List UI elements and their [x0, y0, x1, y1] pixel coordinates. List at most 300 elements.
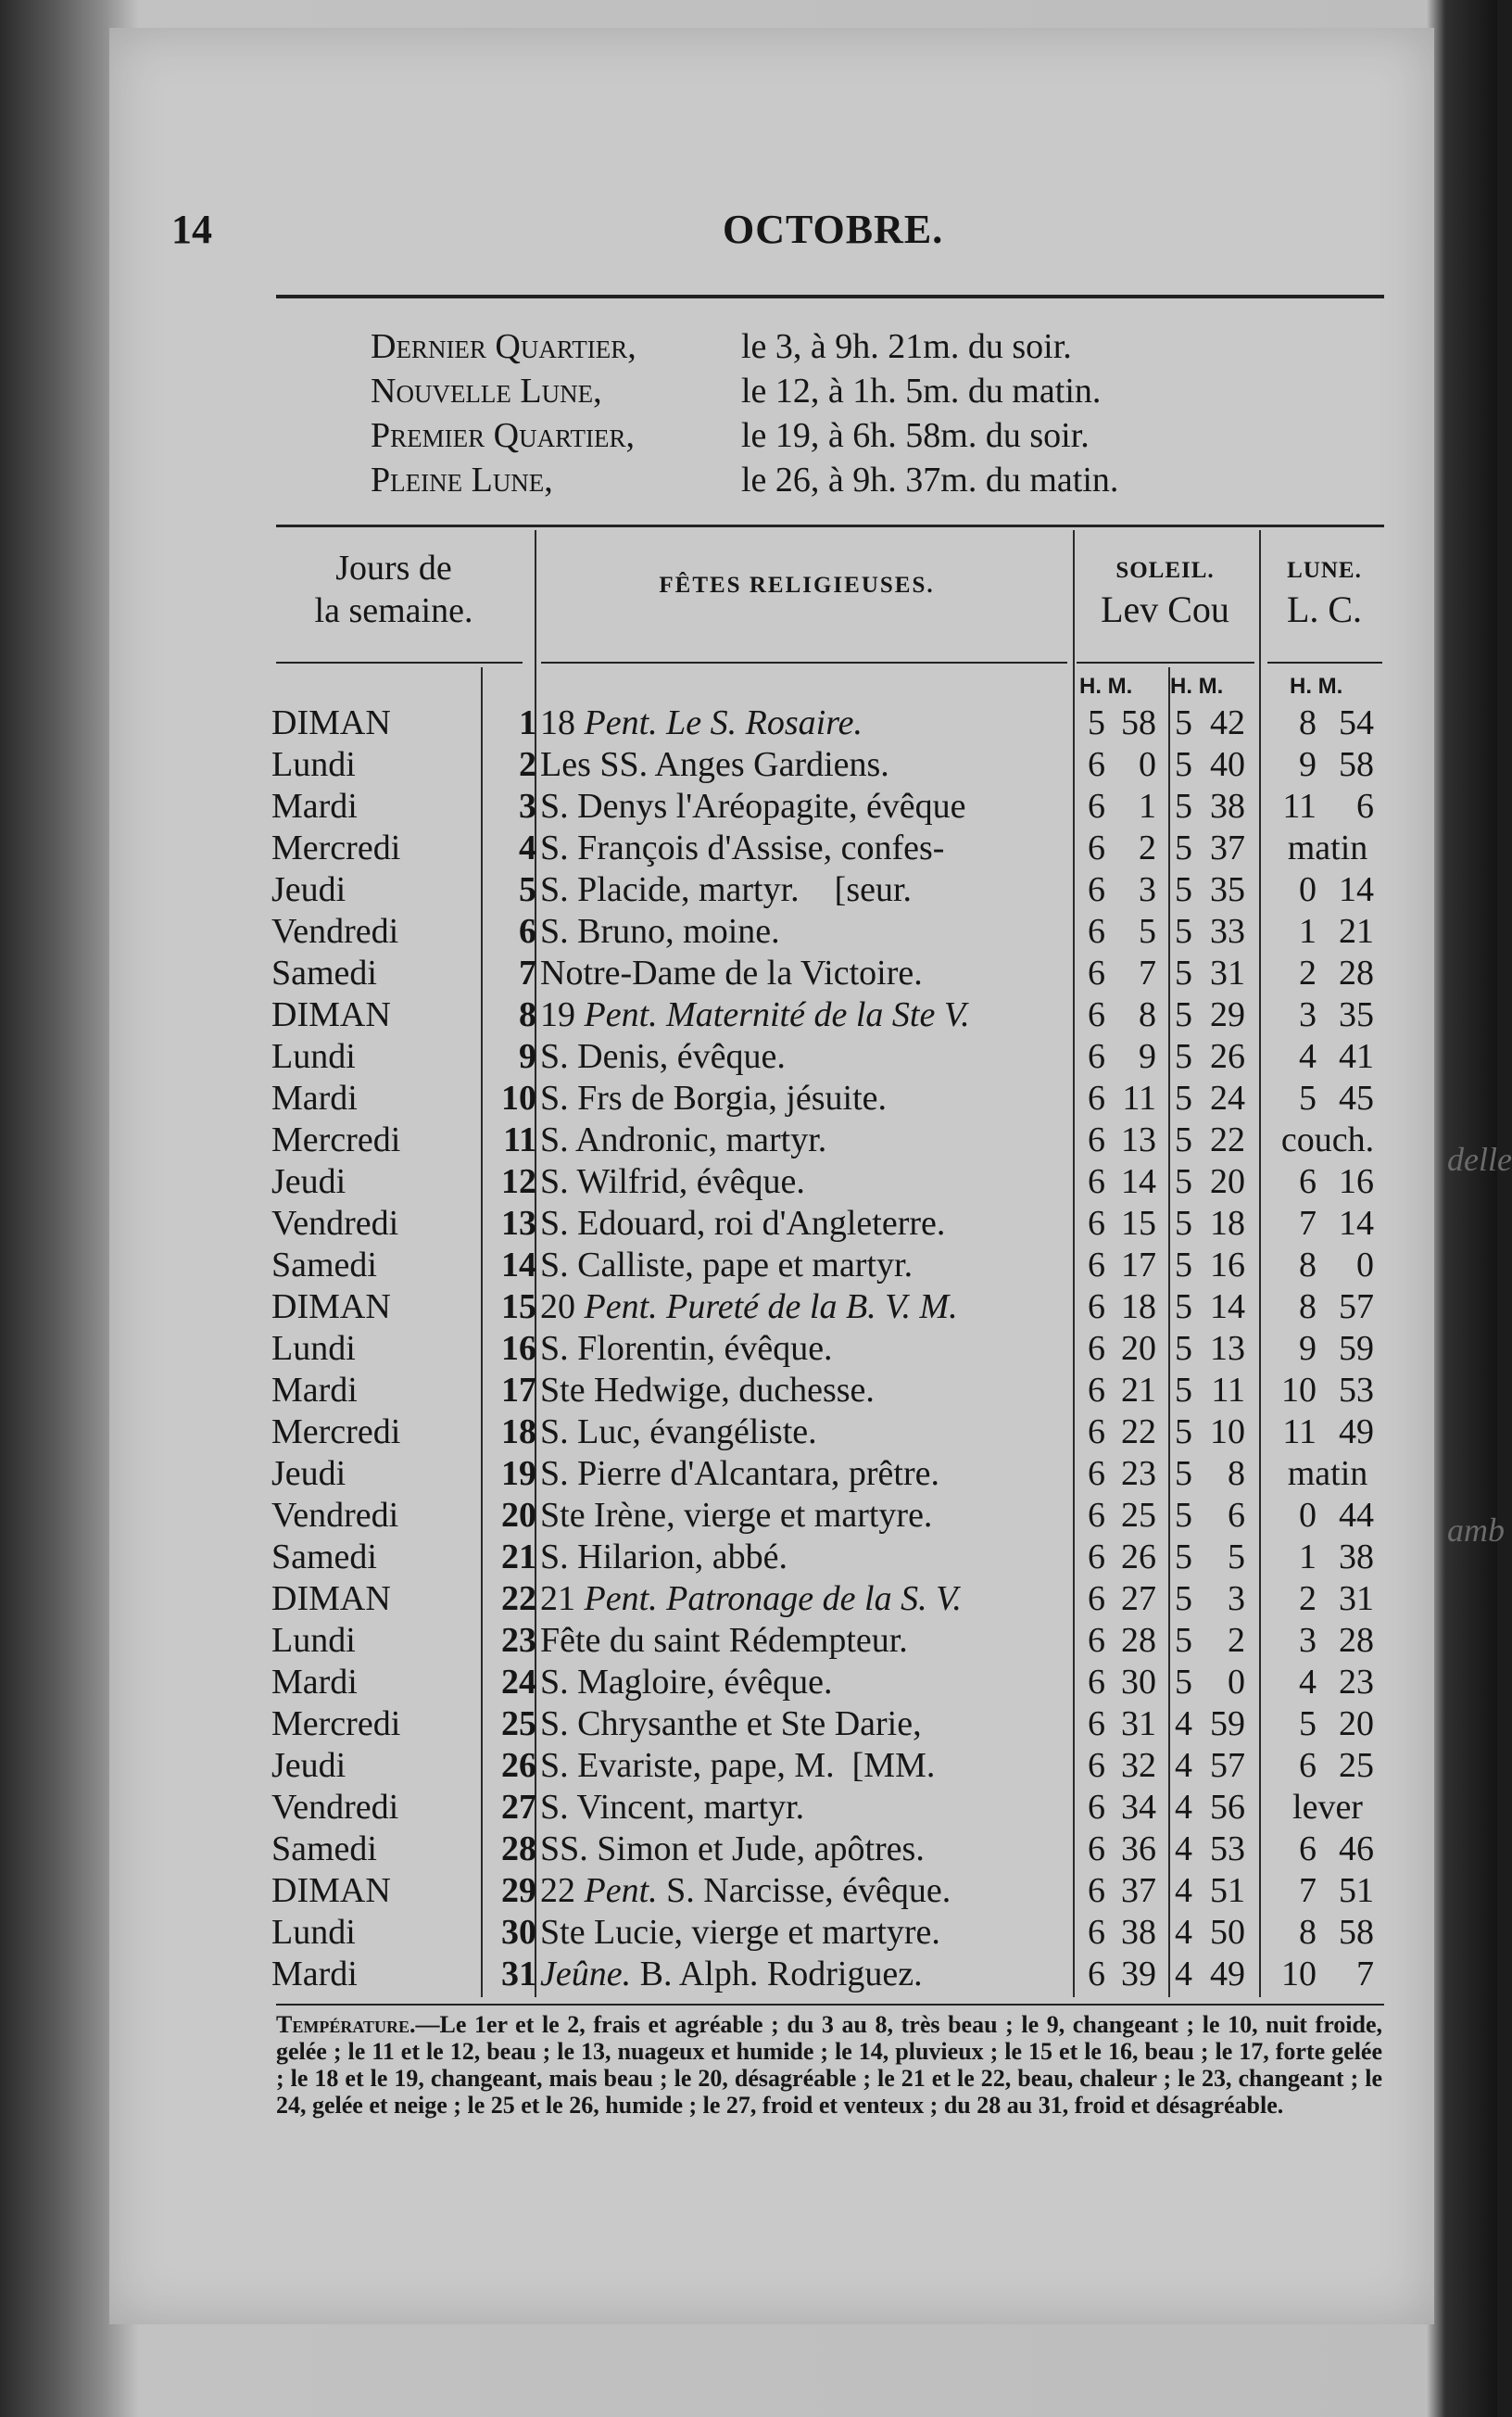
moon-phase-name: Nouvelle Lune, [371, 372, 602, 411]
sunset-minute-cell: 49 [1210, 1955, 1245, 1993]
calendar-row [271, 1370, 1402, 1411]
weekday-cell: Vendredi [271, 1496, 399, 1535]
weekday-cell: Lundi [271, 1037, 356, 1076]
calendar-row [271, 1453, 1402, 1495]
moon-phase-info: le 3, à 9h. 21m. du soir. [741, 327, 1072, 366]
header-underline-fetes [541, 662, 1067, 664]
sunset-hour-cell: 4 [1175, 1871, 1192, 1910]
calendar-row [271, 1161, 1402, 1203]
sunrise-hour-cell: 6 [1088, 1621, 1105, 1660]
weekday-cell: Jeudi [271, 870, 346, 909]
moon-minute-cell: 57 [1339, 1287, 1374, 1326]
sunrise-minute-cell: 3 [1139, 870, 1156, 909]
sunset-minute-cell: 11 [1211, 1371, 1245, 1410]
sunset-hour-cell: 5 [1175, 1204, 1192, 1243]
sunrise-hour-cell: 6 [1088, 1120, 1105, 1159]
sunset-minute-cell: 59 [1210, 1704, 1245, 1743]
moon-hour-cell: 5 [1299, 1704, 1317, 1743]
sunrise-hour-cell: 6 [1088, 1746, 1105, 1785]
calendar-row [271, 953, 1402, 994]
sunrise-hour-cell: 6 [1088, 829, 1105, 867]
sunset-hour-cell: 4 [1175, 1955, 1192, 1993]
sunset-minute-cell: 14 [1210, 1287, 1245, 1326]
sunrise-minute-cell: 27 [1121, 1579, 1156, 1618]
feast-cell: Ste Hedwige, duchesse. [540, 1371, 875, 1410]
date-cell: 15 [501, 1287, 536, 1326]
feast-cell: S. Denis, évêque. [540, 1037, 786, 1076]
days-column-header [273, 547, 514, 632]
calendar-row [271, 1620, 1402, 1662]
calendar-row [271, 1537, 1402, 1578]
sunrise-minute-cell: 23 [1121, 1454, 1156, 1493]
feast-cell: S. Denys l'Aréopagite, évêque [540, 787, 966, 826]
feast-cell: S. Placide, martyr. [seur. [540, 870, 913, 909]
page-number: 14 [171, 207, 212, 252]
calendar-row [271, 911, 1402, 953]
moon-minute-cell: 59 [1339, 1329, 1374, 1368]
sunrise-minute-cell: 37 [1121, 1871, 1156, 1910]
temperature-note [276, 2011, 1382, 2119]
date-cell: 27 [501, 1788, 536, 1827]
moon-hour-cell: 5 [1299, 1079, 1317, 1118]
moon-event-cell: matin [1287, 1454, 1368, 1493]
feast-cell: SS. Simon et Jude, apôtres. [540, 1829, 925, 1868]
sunrise-hour-cell: 6 [1088, 1663, 1105, 1702]
sunset-minute-cell: 26 [1210, 1037, 1245, 1076]
feast-cell: S. François d'Assise, confes- [540, 829, 945, 867]
moon-phase-row [371, 324, 1297, 369]
moon-minute-cell: 25 [1339, 1746, 1374, 1785]
sunrise-minute-cell: 0 [1139, 745, 1156, 784]
sunset-hour-cell: 4 [1175, 1788, 1192, 1827]
sunset-hour-cell: 5 [1175, 1496, 1192, 1535]
feast-cell: S. Calliste, pape et martyr. [540, 1246, 914, 1284]
moon-hour-cell: 2 [1299, 1579, 1317, 1618]
moon-hour-cell: 4 [1299, 1663, 1317, 1702]
sunrise-hour-cell: 6 [1088, 1496, 1105, 1535]
sunset-hour-cell: 4 [1175, 1746, 1192, 1785]
sunset-minute-cell: 6 [1228, 1496, 1245, 1535]
weekday-cell: Mardi [271, 1955, 358, 1993]
fetes-column-header: FÊTES RELIGIEUSES. [659, 573, 935, 598]
sunset-hour-cell: 5 [1175, 1371, 1192, 1410]
moon-minute-cell: 14 [1339, 870, 1374, 909]
sunrise-hour-cell: 6 [1088, 1371, 1105, 1410]
sunset-minute-cell: 22 [1210, 1120, 1245, 1159]
moon-phase-row [371, 458, 1297, 502]
moon-event-cell: lever [1292, 1788, 1363, 1827]
sunrise-hour-cell: 6 [1088, 1037, 1105, 1076]
moon-hour-cell: 8 [1299, 703, 1317, 742]
moon-minute-cell: 28 [1339, 1621, 1374, 1660]
sunrise-minute-cell: 25 [1121, 1496, 1156, 1535]
weekday-cell: Mardi [271, 1079, 358, 1118]
sunset-hour-cell: 5 [1175, 1120, 1192, 1159]
feast-cell: 21 Pent. Patronage de la S. V. [540, 1579, 962, 1618]
header-underline-days [276, 662, 523, 664]
sunset-minute-cell: 3 [1228, 1579, 1245, 1618]
moon-hour-cell: 11 [1282, 787, 1317, 826]
weekday-cell: Jeudi [271, 1454, 346, 1493]
date-cell: 17 [501, 1371, 536, 1410]
moon-hour-cell: 7 [1299, 1871, 1317, 1910]
moon-hour-cell: 1 [1299, 1538, 1317, 1576]
weekday-cell: Samedi [271, 1538, 377, 1576]
sunset-hour-cell: 5 [1175, 1412, 1192, 1451]
moon-hour-cell: 2 [1299, 954, 1317, 993]
soleil-subheader: Lev Cou [1101, 588, 1229, 630]
moon-hour-cell: 1 [1299, 912, 1317, 951]
date-cell: 9 [519, 1037, 536, 1076]
lune-header: LUNE. [1287, 558, 1362, 583]
sunrise-minute-cell: 36 [1121, 1829, 1156, 1868]
weekday-cell: DIMAN [271, 703, 391, 742]
weekday-cell: Vendredi [271, 1788, 399, 1827]
sunset-minute-cell: 31 [1210, 954, 1245, 993]
sunrise-hour-cell: 6 [1088, 1287, 1105, 1326]
moon-hour-cell: 8 [1299, 1287, 1317, 1326]
sunrise-hour-cell: 6 [1088, 1788, 1105, 1827]
moon-hour-cell: 8 [1299, 1913, 1317, 1952]
sunrise-hour-cell: 6 [1088, 870, 1105, 909]
moon-minute-cell: 7 [1356, 1955, 1374, 1993]
weekday-cell: DIMAN [271, 995, 391, 1034]
sunset-hour-cell: 5 [1175, 1579, 1192, 1618]
sunrise-hour-cell: 6 [1088, 1246, 1105, 1284]
calendar-row [271, 1662, 1402, 1703]
moon-hour-cell: 6 [1299, 1746, 1317, 1785]
date-cell: 31 [501, 1955, 536, 1993]
weekday-cell: Mercredi [271, 1704, 401, 1743]
moon-phase-name: Dernier Quartier, [371, 327, 636, 366]
sunrise-minute-cell: 5 [1139, 912, 1156, 951]
date-cell: 6 [519, 912, 536, 951]
days-header-line1: Jours de [335, 549, 452, 588]
month-title: OCTOBRE. [723, 207, 944, 252]
moon-minute-cell: 14 [1339, 1204, 1374, 1243]
sunrise-hour-cell: 6 [1088, 1079, 1105, 1118]
sunrise-hour-cell: 6 [1088, 1162, 1105, 1201]
sunrise-minute-cell: 58 [1121, 703, 1156, 742]
moon-hour-cell: 10 [1281, 1371, 1317, 1410]
sunset-minute-cell: 20 [1210, 1162, 1245, 1201]
calendar-row [271, 828, 1402, 869]
date-cell: 4 [519, 829, 536, 867]
sunrise-hour-cell: 6 [1088, 995, 1105, 1034]
date-cell: 26 [501, 1746, 536, 1785]
calendar-row [271, 1912, 1402, 1954]
sunrise-minute-cell: 28 [1121, 1621, 1156, 1660]
sunset-minute-cell: 40 [1210, 745, 1245, 784]
weekday-cell: Mercredi [271, 1412, 401, 1451]
weekday-cell: Vendredi [271, 912, 399, 951]
moon-hour-cell: 9 [1299, 745, 1317, 784]
margin-handwriting: amb [1447, 1512, 1505, 1549]
sunset-minute-cell: 33 [1210, 912, 1245, 951]
header-underline-lune [1267, 662, 1382, 664]
moon-phase-row [371, 369, 1297, 413]
feast-cell: 20 Pent. Pureté de la B. V. M. [540, 1287, 958, 1326]
sunrise-hour-cell: 6 [1088, 1871, 1105, 1910]
sunrise-hour-cell: 6 [1088, 1538, 1105, 1576]
moon-phase-info: le 26, à 9h. 37m. du matin. [741, 461, 1119, 500]
calendar-row [271, 1787, 1402, 1829]
weekday-cell: Mardi [271, 787, 358, 826]
table-top-rule [276, 525, 1384, 527]
moon-minute-cell: 49 [1339, 1412, 1374, 1451]
sunrise-hour-cell: 6 [1088, 1412, 1105, 1451]
weekday-cell: Samedi [271, 954, 377, 993]
sunrise-hour-cell: 6 [1088, 787, 1105, 826]
date-cell: 11 [503, 1120, 536, 1159]
sunrise-minute-cell: 9 [1139, 1037, 1156, 1076]
weekday-cell: Lundi [271, 1621, 356, 1660]
sunrise-minute-cell: 18 [1121, 1287, 1156, 1326]
temperature-note-text: —Le 1er et le 2, frais et agréable ; du 3 au 8, très beau ; le 9, changeant ; le 10, nuit froide, gelée ; le 11 et le 12, beau ; le 13, nuageux et humide ; le 14, pluvieux ; le 15 et le 16, beau ; le 17, forte gelée ; le 18 et le 19, changeant, mais beau ; le 20, désagréable ; le 21 et le 22, beau, chaleur ; le 23, changeant ; le 24, gelée et neige ; le 25 et le 26, humide ; le 27, froid et venteux ; du 28 au 31, froid et désagréable. [276, 2011, 1382, 2119]
sunrise-minute-cell: 20 [1121, 1329, 1156, 1368]
sunrise-minute-cell: 8 [1139, 995, 1156, 1034]
feast-cell: Ste Lucie, vierge et martyre. [540, 1913, 940, 1952]
date-cell: 2 [519, 745, 536, 784]
date-cell: 28 [501, 1829, 536, 1868]
feast-cell: Les SS. Anges Gardiens. [540, 745, 889, 784]
moon-hour-cell: 7 [1299, 1204, 1317, 1243]
sunrise-minute-cell: 39 [1121, 1955, 1156, 1993]
date-cell: 10 [501, 1079, 536, 1118]
date-cell: 23 [501, 1621, 536, 1660]
feast-cell: S. Frs de Borgia, jésuite. [540, 1079, 888, 1118]
date-cell: 29 [501, 1871, 536, 1910]
feast-cell: Jeûne. B. Alph. Rodriguez. [540, 1955, 923, 1993]
date-cell: 22 [501, 1579, 536, 1618]
sunrise-minute-cell: 34 [1121, 1788, 1156, 1827]
moon-minute-cell: 20 [1339, 1704, 1374, 1743]
moon-minute-cell: 28 [1339, 954, 1374, 993]
sunset-minute-cell: 53 [1210, 1829, 1245, 1868]
sunrise-hour-cell: 6 [1088, 745, 1105, 784]
calendar-row [271, 1578, 1402, 1620]
date-cell: 13 [501, 1204, 536, 1243]
sunrise-minute-cell: 31 [1121, 1704, 1156, 1743]
sunset-hour-cell: 5 [1175, 829, 1192, 867]
feast-cell: S. Pierre d'Alcantara, prêtre. [540, 1454, 939, 1493]
sunset-hour-cell: 5 [1175, 870, 1192, 909]
days-header-line2: la semaine. [314, 591, 473, 630]
sunset-minute-cell: 50 [1210, 1913, 1245, 1952]
date-cell: 20 [501, 1496, 536, 1535]
soleil-header: SOLEIL. [1115, 558, 1215, 583]
calendar-row [271, 1036, 1402, 1078]
sunset-hour-cell: 5 [1175, 1329, 1192, 1368]
calendar-row [271, 702, 1402, 744]
moon-minute-cell: 21 [1339, 912, 1374, 951]
feast-cell: S. Bruno, moine. [540, 912, 780, 951]
sunset-minute-cell: 24 [1210, 1079, 1245, 1118]
calendar-row [271, 786, 1402, 828]
moon-minute-cell: 23 [1339, 1663, 1374, 1702]
sunrise-minute-cell: 13 [1121, 1120, 1156, 1159]
sunset-hour-cell: 5 [1175, 912, 1192, 951]
moon-event-cell: matin [1287, 829, 1368, 867]
feast-cell: S. Andronic, martyr. [540, 1120, 827, 1159]
weekday-cell: Jeudi [271, 1162, 346, 1201]
date-cell: 14 [501, 1246, 536, 1284]
sunset-hour-cell: 4 [1175, 1704, 1192, 1743]
feast-cell: S. Florentin, évêque. [540, 1329, 833, 1368]
weekday-cell: Mardi [271, 1371, 358, 1410]
sunset-minute-cell: 38 [1210, 787, 1245, 826]
moon-minute-cell: 31 [1339, 1579, 1374, 1618]
date-cell: 5 [519, 870, 536, 909]
calendar-row [271, 1829, 1402, 1870]
feast-cell: S. Magloire, évêque. [540, 1663, 833, 1702]
sunset-minute-cell: 56 [1210, 1788, 1245, 1827]
sunrise-hour-cell: 6 [1088, 1204, 1105, 1243]
sunset-hour-cell: 5 [1175, 1538, 1192, 1576]
calendar-row [271, 744, 1402, 786]
sunset-minute-cell: 5 [1228, 1538, 1245, 1576]
moon-hour-cell: 10 [1281, 1955, 1317, 1993]
sunrise-hour-cell: 6 [1088, 1579, 1105, 1618]
sunrise-hour-cell: 6 [1088, 1329, 1105, 1368]
calendar-row [271, 869, 1402, 911]
calendar-row [271, 1703, 1402, 1745]
moon-minute-cell: 16 [1339, 1162, 1374, 1201]
moon-minute-cell: 45 [1339, 1079, 1374, 1118]
moon-minute-cell: 44 [1339, 1496, 1374, 1535]
moon-hour-cell: 9 [1299, 1329, 1317, 1368]
feast-cell: S. Wilfrid, évêque. [540, 1162, 805, 1201]
sunset-hour-cell: 4 [1175, 1829, 1192, 1868]
sunset-minute-cell: 10 [1210, 1412, 1245, 1451]
calendar-row [271, 1203, 1402, 1245]
sunrise-minute-cell: 15 [1121, 1204, 1156, 1243]
feast-cell: 19 Pent. Maternité de la Ste V. [540, 995, 970, 1034]
sunset-hour-cell: 5 [1175, 745, 1192, 784]
sunrise-minute-cell: 7 [1139, 954, 1156, 993]
sunrise-hour-cell: 6 [1088, 1704, 1105, 1743]
weekday-cell: Mardi [271, 1663, 358, 1702]
sunset-minute-cell: 29 [1210, 995, 1245, 1034]
date-cell: 24 [501, 1663, 536, 1702]
moon-event-cell: couch. [1280, 1120, 1375, 1159]
sunset-hour-cell: 5 [1175, 703, 1192, 742]
weekday-cell: Lundi [271, 745, 356, 784]
calendar-row [271, 1245, 1402, 1286]
sunset-minute-cell: 0 [1228, 1663, 1245, 1702]
sunset-minute-cell: 42 [1210, 703, 1245, 742]
feast-cell: S. Hilarion, abbé. [540, 1538, 788, 1576]
sunset-hour-cell: 5 [1175, 1621, 1192, 1660]
feast-cell: Notre-Dame de la Victoire. [540, 954, 923, 993]
sunset-hour-cell: 5 [1175, 787, 1192, 826]
weekday-cell: Lundi [271, 1329, 356, 1368]
calendar-row [271, 994, 1402, 1036]
weekday-cell: Samedi [271, 1246, 377, 1284]
sunrise-hour-cell: 6 [1088, 1913, 1105, 1952]
date-cell: 1 [519, 703, 536, 742]
date-cell: 8 [519, 995, 536, 1034]
moon-hour-cell: 6 [1299, 1162, 1317, 1201]
moon-minute-cell: 54 [1339, 703, 1374, 742]
date-cell: 21 [501, 1538, 536, 1576]
sunset-hour-cell: 5 [1175, 1037, 1192, 1076]
sunset-hour-cell: 5 [1175, 1287, 1192, 1326]
sunset-minute-cell: 8 [1228, 1454, 1245, 1493]
sunset-hm-label: H. M. [1170, 674, 1224, 699]
feast-cell: 22 Pent. S. Narcisse, évêque. [540, 1871, 951, 1910]
weekday-cell: Jeudi [271, 1746, 346, 1785]
feast-cell: S. Chrysanthe et Ste Darie, [540, 1704, 922, 1743]
date-cell: 3 [519, 787, 536, 826]
weekday-cell: DIMAN [271, 1287, 391, 1326]
moon-minute-cell: 58 [1339, 745, 1374, 784]
moon-hm-label: H. M. [1290, 674, 1343, 699]
date-cell: 19 [501, 1454, 536, 1493]
moon-minute-cell: 38 [1339, 1538, 1374, 1576]
calendar-row [271, 1078, 1402, 1120]
moon-hour-cell: 6 [1299, 1829, 1317, 1868]
date-cell: 7 [519, 954, 536, 993]
moon-minute-cell: 58 [1339, 1913, 1374, 1952]
moon-minute-cell: 46 [1339, 1829, 1374, 1868]
weekday-cell: DIMAN [271, 1871, 391, 1910]
date-cell: 25 [501, 1704, 536, 1743]
sunrise-hour-cell: 6 [1088, 1829, 1105, 1868]
moon-hour-cell: 3 [1299, 995, 1317, 1034]
sunrise-minute-cell: 30 [1121, 1663, 1156, 1702]
date-cell: 18 [501, 1412, 536, 1451]
feast-cell: S. Luc, évangéliste. [540, 1412, 817, 1451]
sunset-minute-cell: 57 [1210, 1746, 1245, 1785]
sunset-minute-cell: 13 [1210, 1329, 1245, 1368]
date-cell: 12 [501, 1162, 536, 1201]
sunrise-hour-cell: 6 [1088, 1454, 1105, 1493]
weekday-cell: Mercredi [271, 1120, 401, 1159]
sunrise-minute-cell: 11 [1122, 1079, 1156, 1118]
moon-minute-cell: 51 [1339, 1871, 1374, 1910]
moon-hour-cell: 8 [1299, 1246, 1317, 1284]
lune-subheader: L. C. [1286, 588, 1363, 630]
moon-hour-cell: 11 [1282, 1412, 1317, 1451]
feast-cell: S. Vincent, martyr. [540, 1788, 805, 1827]
feast-cell: 18 Pent. Le S. Rosaire. [540, 703, 863, 742]
sunrise-hour-cell: 6 [1088, 1955, 1105, 1993]
weekday-cell: Vendredi [271, 1204, 399, 1243]
sunrise-minute-cell: 26 [1121, 1538, 1156, 1576]
moon-minute-cell: 35 [1339, 995, 1374, 1034]
sunrise-hour-cell: 6 [1088, 954, 1105, 993]
sunset-minute-cell: 18 [1210, 1204, 1245, 1243]
weekday-cell: DIMAN [271, 1579, 391, 1618]
sunset-hour-cell: 5 [1175, 1454, 1192, 1493]
sunrise-minute-cell: 14 [1121, 1162, 1156, 1201]
sunrise-minute-cell: 32 [1121, 1746, 1156, 1785]
top-rule [276, 295, 1384, 298]
sunset-hour-cell: 5 [1175, 1663, 1192, 1702]
sunset-hour-cell: 5 [1175, 1079, 1192, 1118]
calendar-row [271, 1411, 1402, 1453]
sunrise-minute-cell: 38 [1121, 1913, 1156, 1952]
calendar-row [271, 1286, 1402, 1328]
sunrise-minute-cell: 22 [1121, 1412, 1156, 1451]
date-cell: 16 [501, 1329, 536, 1368]
sunset-hour-cell: 5 [1175, 995, 1192, 1034]
moon-phase-name: Premier Quartier, [371, 416, 635, 455]
margin-handwriting: delle [1447, 1141, 1512, 1178]
feast-cell: S. Edouard, roi d'Angleterre. [540, 1204, 946, 1243]
sunrise-hour-cell: 6 [1088, 912, 1105, 951]
